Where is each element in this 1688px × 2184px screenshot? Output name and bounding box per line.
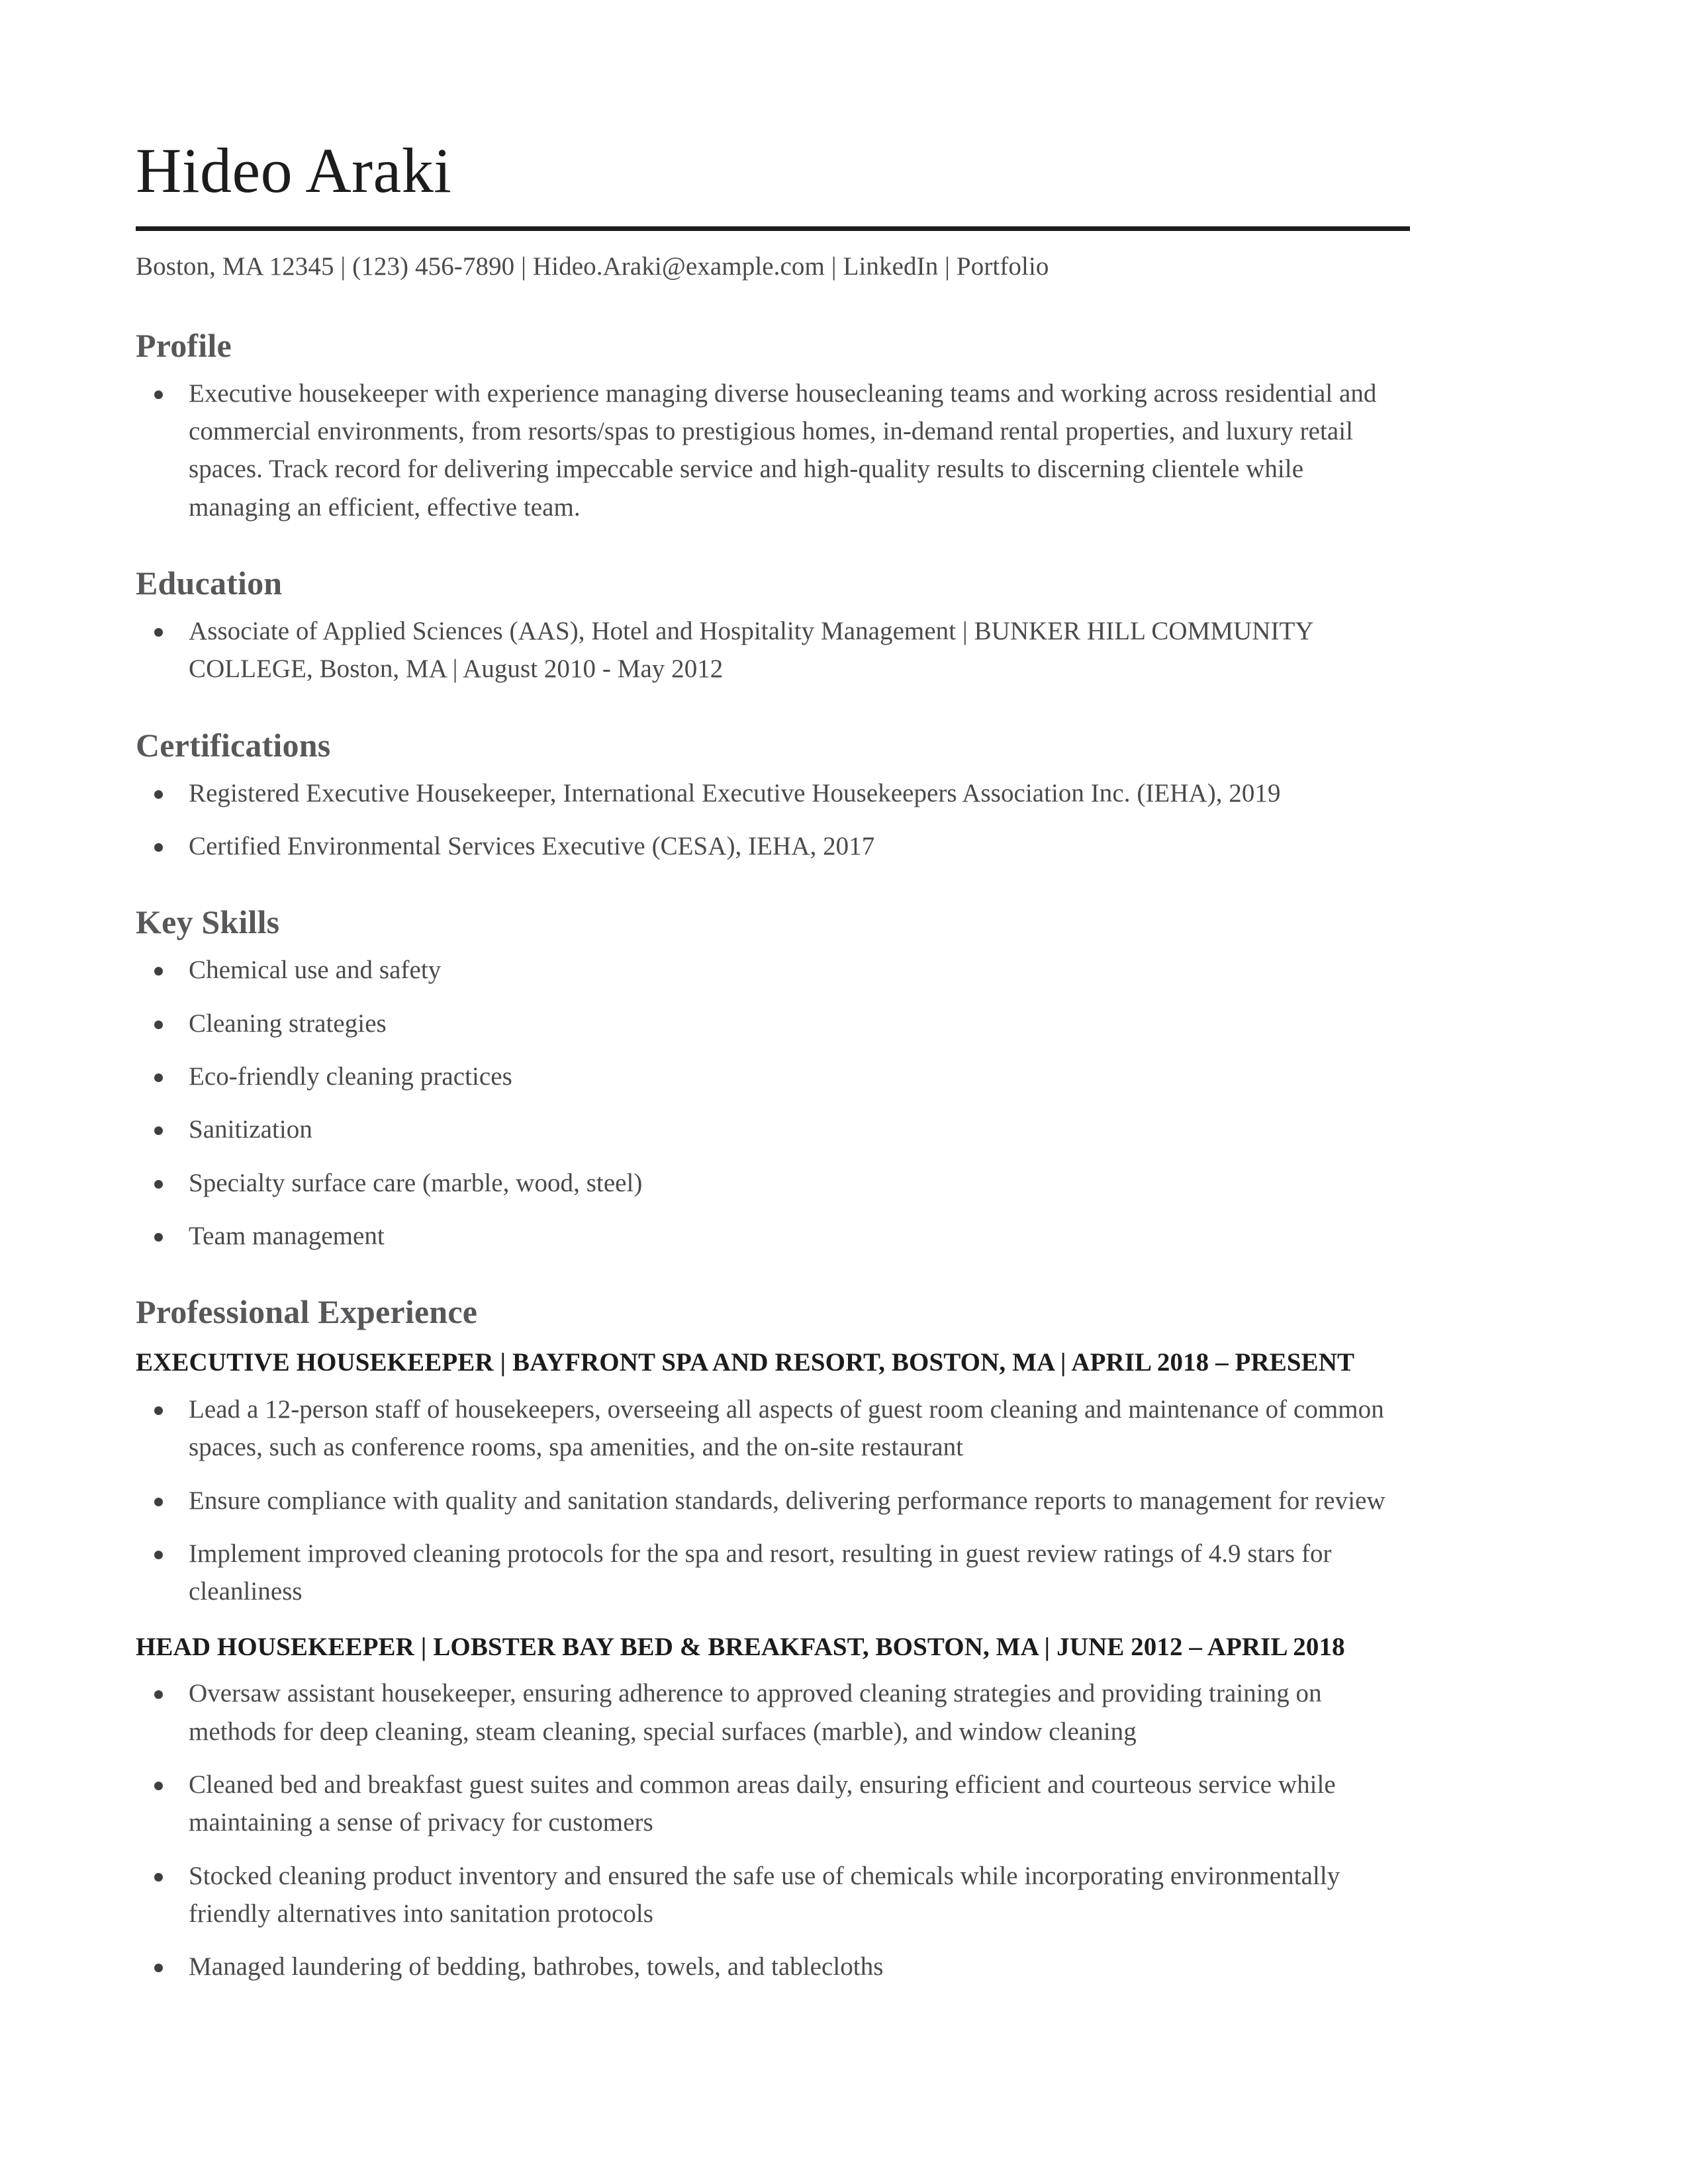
section-education (136, 563, 1410, 688)
list-item: Managed laundering of bedding, bathrobes, towels, and tablecloths (136, 1948, 1410, 1985)
list-item: Cleaned bed and breakfast guest suites and common areas daily, ensuring efficient and courteous service while maintaining a sense of privacy for customers (136, 1766, 1410, 1842)
list-item: Registered Executive Housekeeper, International Executive Housekeepers Association Inc. (IEHA), 2019 (136, 774, 1410, 812)
list-item: Stocked cleaning product inventory and ensured the safe use of chemicals while incorporating environmentally friendly alternatives into sanitation protocols (136, 1857, 1410, 1933)
section-key-skills (136, 902, 1410, 1255)
key-skills-list (136, 951, 1410, 1255)
list-item: Sanitization (136, 1111, 1410, 1148)
job-bullets (136, 1390, 1410, 1611)
list-item: Implement improved cleaning protocols for the spa and resort, resulting in guest review ratings of 4.9 stars for cleanliness (136, 1535, 1410, 1611)
list-item: Certified Environmental Services Executive (CESA), IEHA, 2017 (136, 827, 1410, 865)
section-title-certifications: Certifications (136, 726, 331, 764)
list-item: Ensure compliance with quality and sanitation standards, delivering performance reports to management for review (136, 1482, 1410, 1520)
education-list (136, 612, 1410, 688)
section-title-education: Education (136, 564, 283, 602)
profile-list (136, 375, 1410, 526)
list-item: Specialty surface care (marble, wood, steel) (136, 1164, 1410, 1202)
section-title-profile: Profile (136, 326, 232, 364)
section-certifications (136, 725, 1410, 866)
list-item: Oversaw assistant housekeeper, ensuring adherence to approved cleaning strategies and providing training on methods for deep cleaning, steam cleaning, special surfaces (marble), and window cleaning (136, 1674, 1410, 1751)
list-item: Eco-friendly cleaning practices (136, 1058, 1410, 1095)
section-title-key-skills: Key Skills (136, 903, 280, 941)
list-item: Executive housekeeper with experience managing diverse housecleaning teams and working across residential and commercial environments, from resorts/spas to prestigious homes, in-demand rental properties, and luxury retail spaces. Track record for delivering impeccable service and high-quality results to discerning clientele while managing an efficient, effective team. (136, 375, 1410, 526)
job-heading: HEAD HOUSEKEEPER | LOBSTER BAY BED & BREAKFAST, BOSTON, MA | JUNE 2012 – APRIL 2018 (136, 1632, 1345, 1661)
job-bullets (136, 1674, 1410, 1985)
header-divider (136, 226, 1410, 231)
section-title-professional-experience: Professional Experience (136, 1293, 478, 1331)
list-item: Cleaning strategies (136, 1005, 1410, 1042)
certifications-list (136, 774, 1410, 866)
job-heading: EXECUTIVE HOUSEKEEPER | BAYFRONT SPA AND RESORT, BOSTON, MA | APRIL 2018 – PRESENT (136, 1348, 1355, 1377)
list-item: Lead a 12-person staff of housekeepers, overseeing all aspects of guest room cleaning and maintenance of common spaces, such as conference rooms, spa amenities, and the on-site restaurant (136, 1390, 1410, 1467)
list-item: Associate of Applied Sciences (AAS), Hotel and Hospitality Management | BUNKER HILL COMMUNITY COLLEGE, Boston, MA | August 2010 - May 2012 (136, 612, 1410, 688)
section-professional-experience (136, 1292, 1410, 1985)
experience-entry (136, 1631, 1410, 1986)
candidate-name: Hideo Araki (136, 135, 452, 206)
experience-entry (136, 1346, 1410, 1610)
resume-content (136, 135, 1410, 1986)
contact-line: Boston, MA 12345 | (123) 456-7890 | Hideo.Araki@example.com | LinkedIn | Portfolio (136, 252, 1049, 281)
list-item: Chemical use and safety (136, 951, 1410, 989)
section-profile (136, 326, 1410, 526)
list-item: Team management (136, 1217, 1410, 1255)
